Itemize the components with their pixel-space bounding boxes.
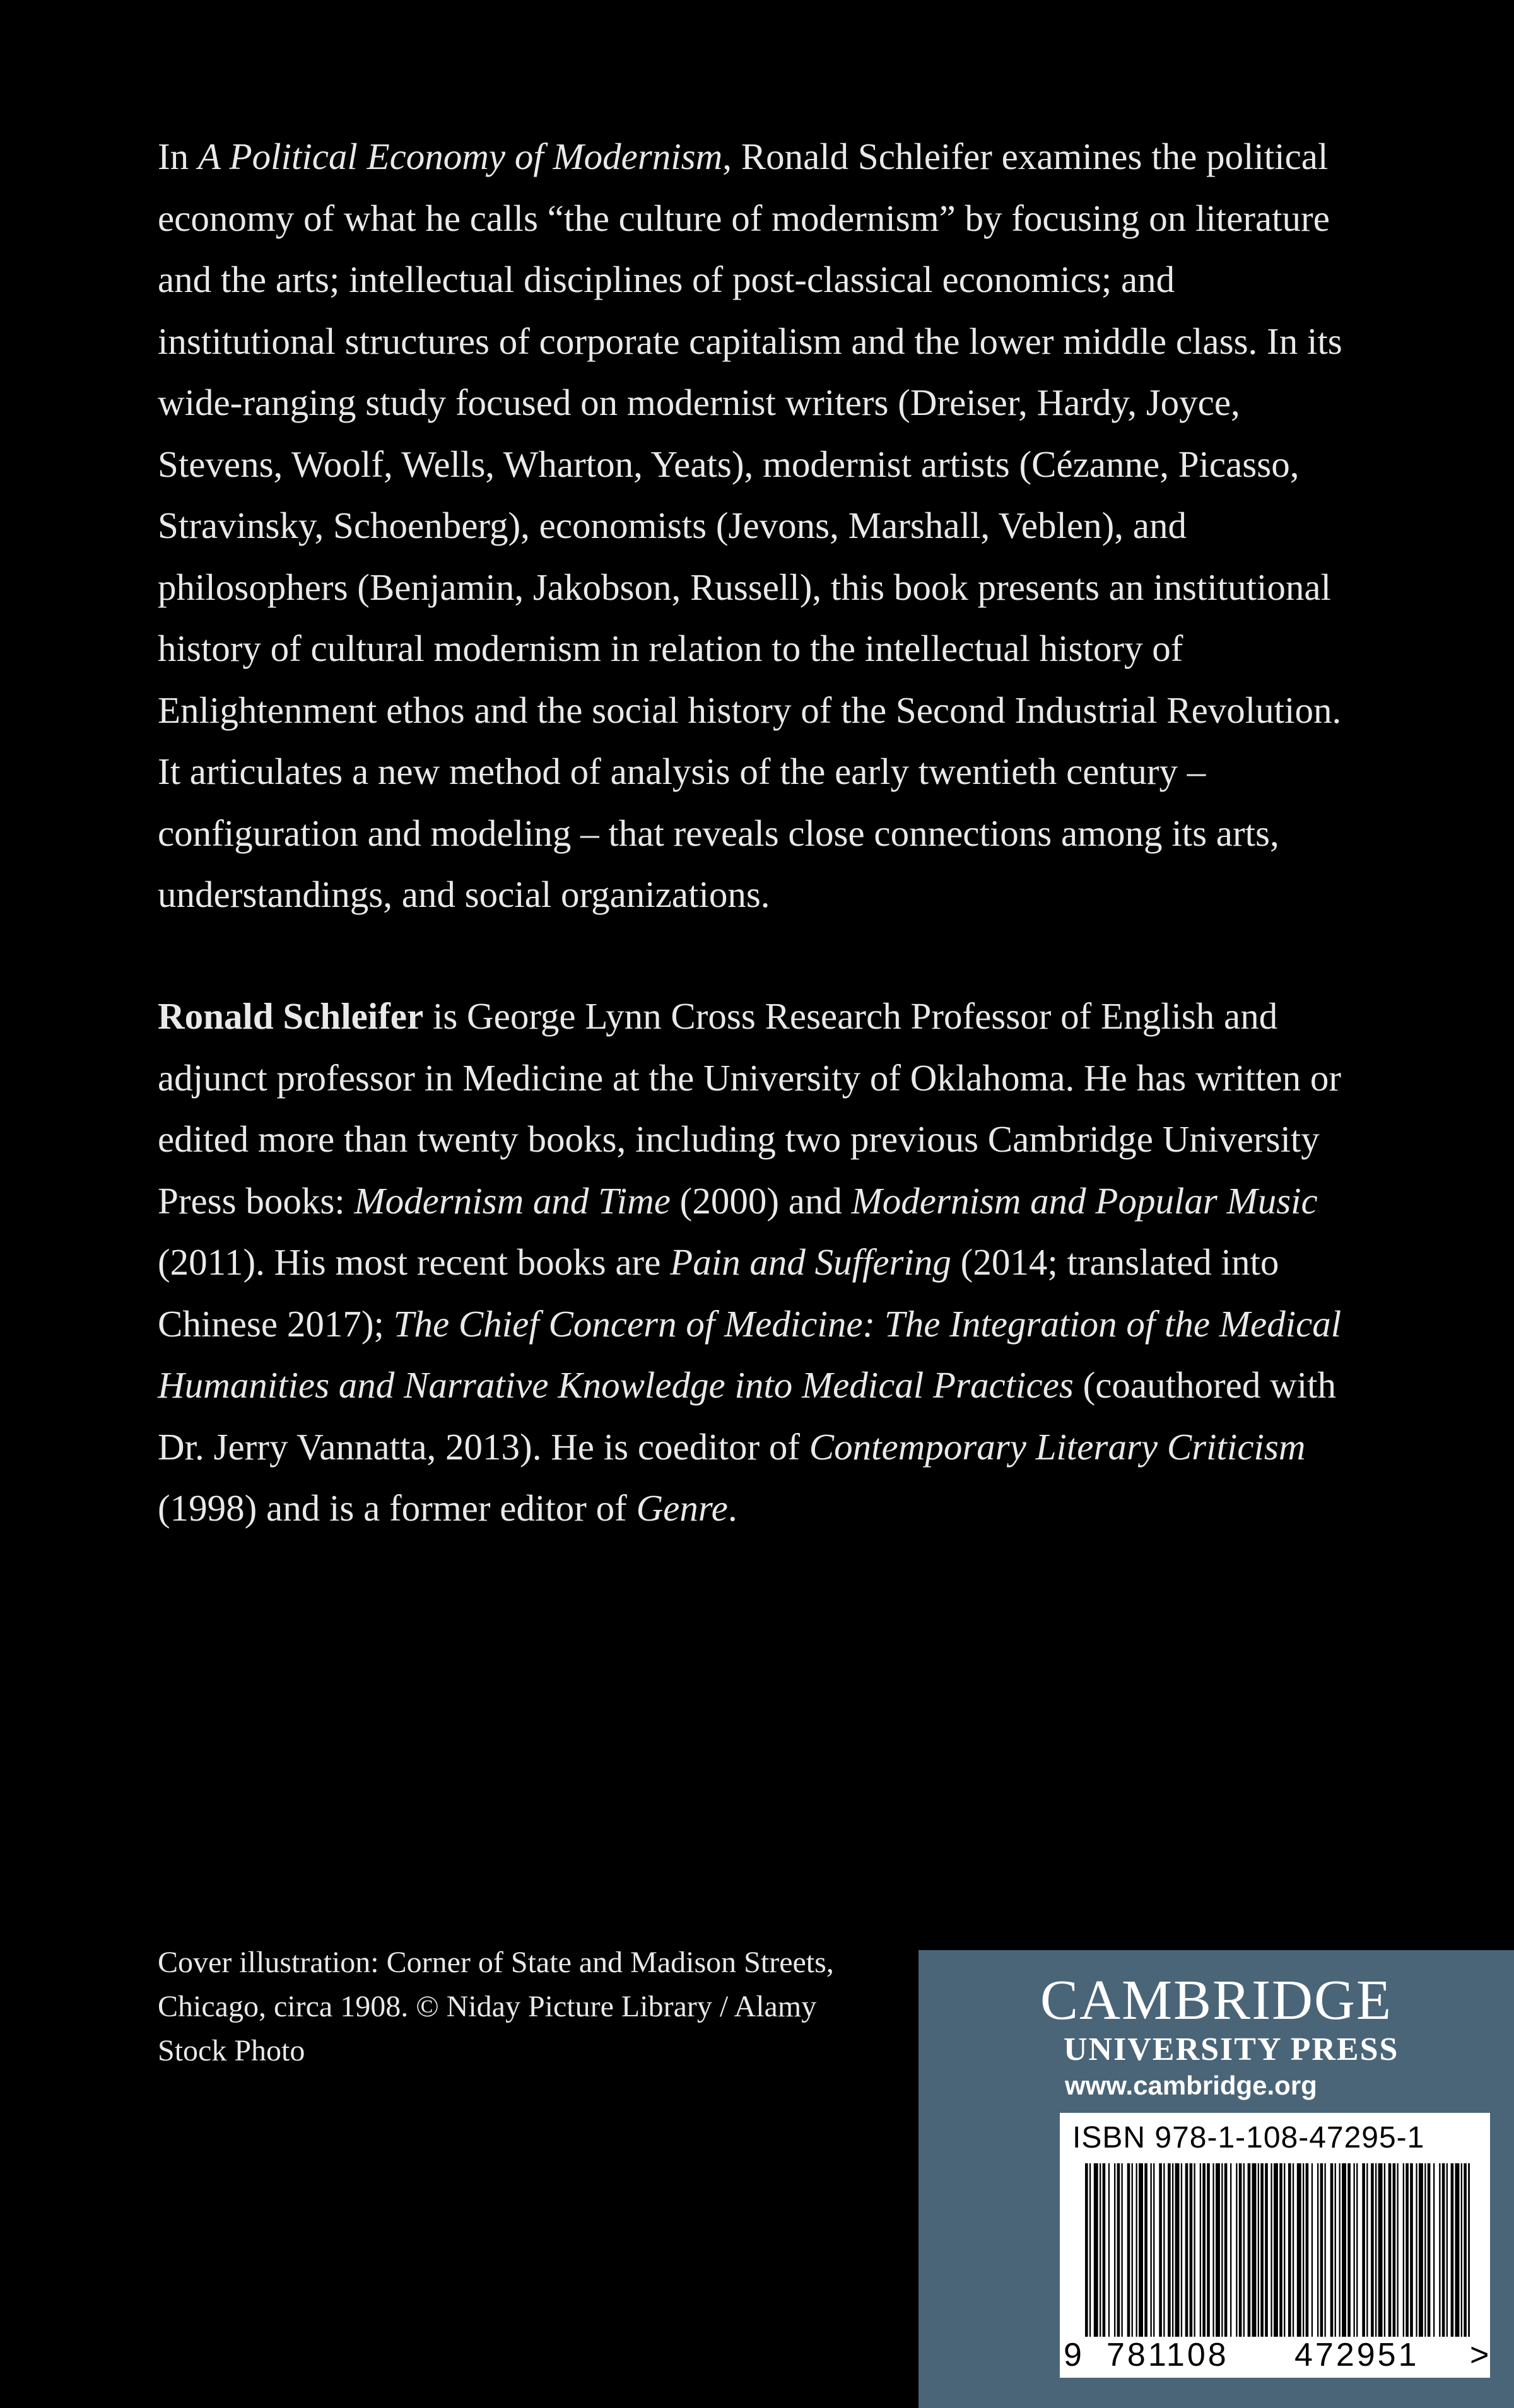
bio-book-1: Modernism and Time bbox=[354, 1179, 671, 1222]
barcode-digits-right: 472951 bbox=[1294, 2337, 1419, 2373]
bio-text-1: is George Lynn Cross Research Professor of English and adjunct professor in Medicine at the University of Oklahoma. He has written or edited more than twenty books, including two previous Cambridge University Press books: bbox=[158, 995, 1342, 1222]
barcode-icon bbox=[1085, 2163, 1470, 2337]
bio-book-6: Genre bbox=[636, 1487, 728, 1529]
bio-text-5: (coauthored with Dr. Jerry Vannatta, 2013). He is coeditor of bbox=[158, 1364, 1336, 1468]
barcode-digits bbox=[1060, 2336, 1490, 2374]
barcode-digits-left: 781108 bbox=[1106, 2337, 1229, 2373]
author-name: Ronald Schleifer bbox=[158, 995, 424, 1037]
barcode-digit-lead: 9 bbox=[1064, 2337, 1082, 2373]
blurb-text-2: , Ronald Schleifer examines the political economy of what he calls “the culture of modernism” by focusing on literature and the arts; intellectual disciplines of post-classical economics; and institutional structures of corporate capitalism and the lower middle class. In its wide-ranging study focused on modernist writers (Dreiser, Hardy, Joyce, Stevens, Woolf, Wells, Wharton, Yeats), modernist artists (Cézanne, Picasso, Stravinsky, Schoenberg), economists (Jevons, Marshall, Veblen), and philosophers (Benjamin, Jakobson, Russell), this book presents an institutional history of cultural modernism in relation to the intellectual history of Enlightenment ethos and the social history of the Second Industrial Revolution. It articulates a new method of analysis of the early twentieth century – configuration and modeling – that reveals close connections among its arts, understandings, and social organizations. bbox=[158, 136, 1342, 915]
isbn-label: ISBN 978-1-108-47295-1 bbox=[1072, 2121, 1425, 2154]
bio-text-4: (2014; translated into Chinese 2017); bbox=[158, 1241, 1279, 1345]
bio-text-7: . bbox=[727, 1487, 737, 1529]
back-cover-blurb bbox=[158, 126, 1356, 926]
bio-book-2: Modernism and Popular Music bbox=[851, 1179, 1318, 1222]
publisher-url: www.cambridge.org bbox=[1065, 2071, 1317, 2100]
publisher-panel bbox=[918, 1950, 1514, 2408]
book-title: A Political Economy of Modernism bbox=[197, 136, 723, 177]
bio-text-3: (2011). His most recent books are bbox=[158, 1241, 671, 1283]
bio-book-3: Pain and Suffering bbox=[670, 1241, 951, 1283]
bio-book-5: Contemporary Literary Criticism bbox=[809, 1425, 1306, 1468]
blurb-text-1: In bbox=[158, 136, 198, 177]
bio-book-4: The Chief Concern of Medicine: The Integration of the Medical Humanities and Narrative Knowledge into Medical Practices bbox=[158, 1302, 1342, 1406]
cover-illustration-credit: Cover illustration: Corner of State and Madison Streets, Chicago, circa 1908. © Niday Picture Library / Alamy Stock Photo bbox=[158, 1946, 834, 2067]
publisher-subtitle: UNIVERSITY PRESS bbox=[1064, 2031, 1399, 2067]
publisher-name: CAMBRIDGE bbox=[1040, 1969, 1393, 2031]
bio-text-6: (1998) and is a former editor of bbox=[158, 1487, 637, 1529]
barcode-quiet-mark: > bbox=[1470, 2337, 1489, 2373]
barcode-box bbox=[1060, 2113, 1490, 2378]
bio-text-2: (2000) and bbox=[670, 1179, 852, 1222]
author-bio bbox=[158, 986, 1356, 1540]
